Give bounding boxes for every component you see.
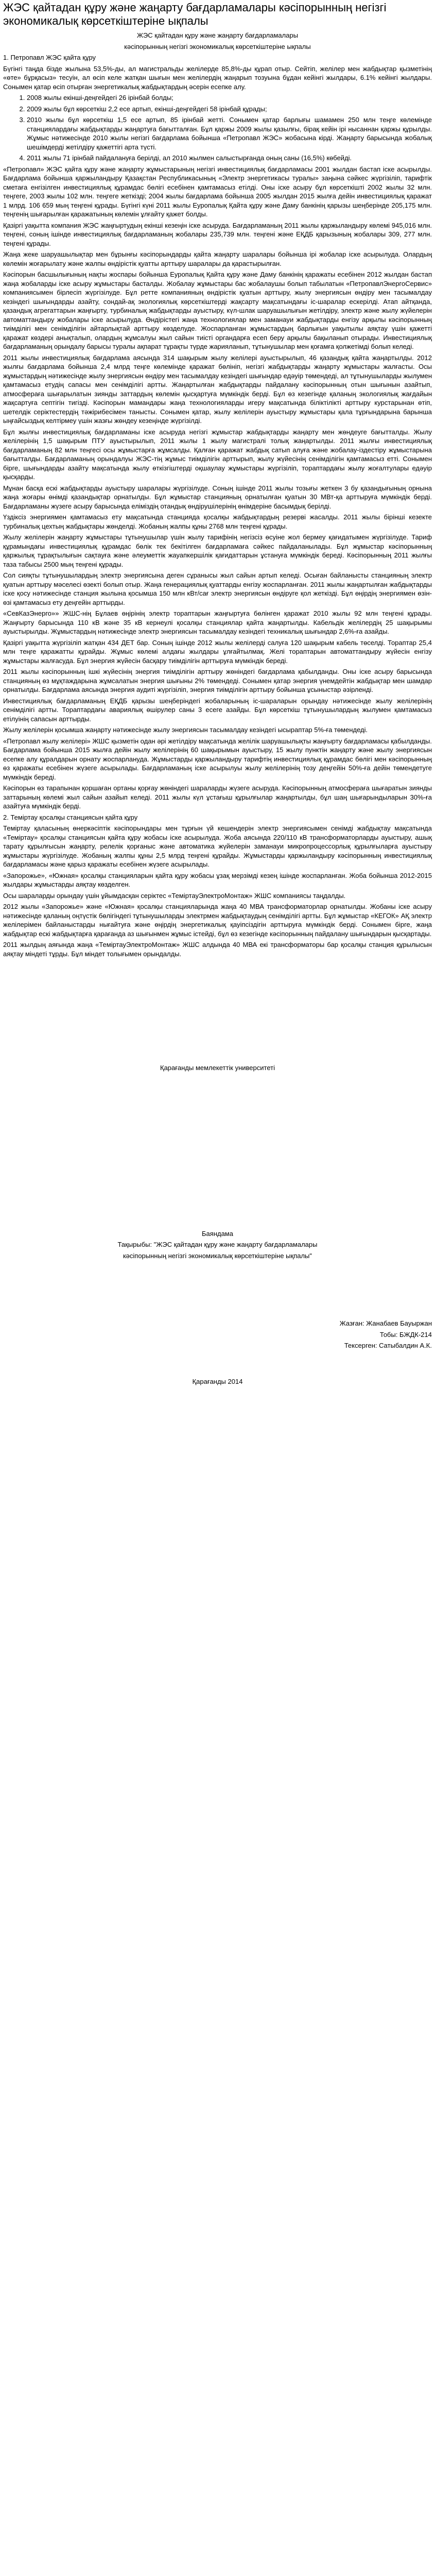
body-paragraph: Кәсіпорын басшылығының нақты жоспары бойынша Еуропалық Қайта құру және Даму банкінің қаражаты есебінен 2012 жылдан бастап жаңа жобаларды іске асыру жұмыстары басталды. Жобалау жұмыстары бас жобалаушы болып табылатын «ПетропавлЭнергоСервис» компаниясымен бірлесіп жүргізілуде. Бұл ретте компанияның өндірістік қуатын арттыру, жылу энергиясын өндіру мен тасымалдау кезіндегі шығындарды азайту, сондай-ақ экологиялық көрсеткіштерді жақсарту мақсатындағы іс-шаралар ескерілді. Атап айтқанда, қазандық агрегаттарын жаңғырту, турбиналық жабдықтарды ауыстыру, күл-шлак шаруашылығын жетілдіру, электр және жылу жүйелерін автоматтандыру жобалары іске асырылуда. Өндірістегі жаңа технологиялар мен заманауи жабдықтарды енгізу арқылы кәсіпорынның тиімділігі мен сенімділігін айтарлықтай арттыру көзделуде. Жоспарланған жұмыстардың барлығын уақытылы аяқтау үшін қажетті қаражат көздері анықталып, олардың жұмсалуы жыл сайын тиісті органдарға есеп беру арқылы бақыланып отырады. Инвестициялық бағдарламаның орындалу барысы туралы ақпарат тұрақты түрде жарияланып, тұтынушылар мен қоғамға қолжетімді болып келеді. bbox=[3, 270, 432, 350]
city-year: Қарағанды 2014 bbox=[192, 1377, 243, 1385]
body-paragraph: «СевКазЭнерго»» ЖШС-нің Бұлаев өңірінің электр тораптарын жаңғыртуға бөлінген қаражат 2010 жылы 92 млн теңгені құрады. Жаңғырту барысында 110 кВ және 35 кВ кернеулі қосалқы станциялар қайта жаңартылды. Кабельдік желілердің 25 шақырымы ауыстырылды. Жұмыстардың нәтижесінде электр энергиясын тасымалдау кезіндегі техникалық шығындар 2,6%-ға азайды. bbox=[3, 609, 432, 635]
body-paragraph: Осы шараларды орындау үшін ұйымдасқан серіктес «ТеміртауЭлектроМонтаж» ЖШС компаниясы таңдалды. bbox=[3, 891, 346, 900]
body-paragraph: Жылу желілерін жаңарту жұмыстары тұтынушылар үшін жылу тарифінің негізсіз өсуіне жол бермеу қағидатымен жүргізілуде. Тариф құрамындағы инвестициялық құрамдас бөлік тек бекітілген бағдарламаға сәйкес пайдаланылады. Бұл жұмыстар кәсіпорынның қаржылық тұрақтылығын сақтауға және әлеуметтік жауапкершілік қағидаттарын ұстануға мүмкіндік береді. Кәсіпорынның 2011 жылғы таза табысы 2500 мың теңгені құрады. bbox=[3, 533, 432, 568]
body-paragraph: 2011 жылы кәсіпорынның ішкі жүйесінің энергия тиімділігін арттыру жөніндегі бағдарлама қабылданды. Оны іске асыру барысында станцияның өз мұқтаждарына жұмсалатын энергия шығыны 2% төмендеді. Сонымен қатар энергия үнемдейтін жабдықтар мен шамдар орнатылды. Бағдарлама аясында энергия аудиті жүргізіліп, энергия тиімділігін арттыру бойынша ұсыныстар әзірленді. bbox=[3, 668, 432, 693]
intro-paragraph: Бүгінгі таңда бізде жылына 53,5%-ды, ал магистральды желілерде 85,8%-ды құрап отыр. Сейтіп, желілер мен жабдықтар қызметінің «өте» бұрқасыз» тесуін, ал өсіп келе жатқан шығын мен желілердің жаңарып тозуына бұдан кейінгі жылдары, 6.1% кейінгі жылдары. Сонымен қатар өсіп отырған энергетикалық жабдықтардың әсерін есепке алу. bbox=[3, 64, 432, 91]
document-title: ЖЭС қайтадан құру және жаңарту бағдарламалары кәсіпорынның негізгі экономикалық көрсеткіштеріне ықпалы bbox=[3, 1, 387, 27]
list-item: 1. 2008 жылы екінші-деңгейдегі 26 ірінбай болды; bbox=[27, 93, 432, 103]
body-paragraph: Кәсіпорын өз тарапынан қоршаған ортаны қорғау жөніндегі шараларды жүзеге асыруда. Кәсіпорынның атмосфераға шығаратын зиянды заттарының көлемі жыл сайын азайып келеді. 2011 жылы күл ұстағыш құрылғылар жаңартылды, бұл шаң шығарындыларын 30%-ға азайтуға мүмкіндік берді. bbox=[3, 784, 432, 810]
body-paragraph: Теміртау қаласының өнеркәсіптік кәсіпорындары мен тұрғын үй кешендерін электр энергиясымен сенімді жабдықтау мақсатында «Теміртау» қосалқы станциясын қайта құру жобасы іске асырылуда. Жоба аясында 220/110 кВ трансформаторларды ауыстыру, ашық тарату құрылғысын жаңарту, релелік қорғаныс және автоматика жүйелерін заманауи микропроцессорлық құрылғыларға ауыстыру жұмыстары жүргізілуде. Жобаның жалпы құны 2,5 млрд теңгені құрайды. Жұмыстарды қаржыландыру кәсіпорынның инвестициялық бағдарламасы және қарыз қаражаты есебінен жүзеге асырылады. bbox=[3, 824, 432, 868]
document-subtitle-line-1: ЖЭС қайтадан құру және жаңарту бағдарламалары bbox=[136, 31, 299, 39]
list-item: 4. 2011 жылы 71 ірінбай пайдалануға берілді, ал 2010 жылмен салыстырғанда оның саны (16,5%) көбейді. bbox=[27, 154, 432, 163]
body-paragraph: Мұнан басқа ескі жабдықтарды ауыстыру шаралары жүргізілуде. Соның ішінде 2011 жылы тозығы жеткен 3 бу қазандығының орнына жаңа жоғары өнімді қазандықтар орнатылды. Бұл жұмыстар станцияның орнатылған қуатын 30 МВт-қа арттыруға мүмкіндік берді. Бағдарламаны жүзеге асыру барысында еліміздің отандық өндірушілерінің өнімдеріне басымдық берілді. bbox=[3, 484, 432, 510]
body-paragraph: Қазіргі уақытта жүргізіліп жатқан 434 ДЕТ бар. Соның ішінде 2012 жылы желілерді салуға 120 шақырым кабель төселді. Тораптар 25,4 млн теңге қаражатты құрайды. Жұмыс көлемі алдағы жылдары ұлғайтылмақ. Желі тораптарын автоматтандыру жүйесін енгізу жұмыстары жалғасуда. Бұл энергия жүйесін басқару тиімділігін арттыруға мүмкіндік береді. bbox=[3, 638, 432, 665]
body-paragraph: Бұл жылғы инвестициялық бағдарламаны іске асыруда негізгі жұмыстар жабдықтарды жаңарту мен жөндеуге бағытталды. Жылу желілерінің 1,5 шақырым ПТУ ауыстырылып, 2011 жылы 1 жылу магистралі толық жаңартылды. 2011 жылғы инвестициялық бағдарламаның 82 млн теңгесі осы жұмыстарға жұмсалды. Қалған қаражат жабдық сатып алуға және жобалау-іздестіру жұмыстарына бағытталды. Бағдарламаның орындалуы ЖЭС-тің жұмыс тиімділігін арттырып, жылу жүйесінің сенімділігін қамтамасыз етті. Сонымен бірге, шығындарды азайту мақсатында жылу өткізгіштерді оқшаулау жұмыстары жүргізіліп, тораптардағы жылу жоғалтулары едәуір қысқарды. bbox=[3, 428, 432, 481]
report-topic-line-1: Тақырыбы: "ЖЭС қайтадан құру және жаңарту бағдарламалары bbox=[117, 1241, 318, 1248]
page-gap bbox=[3, 1352, 432, 1377]
list-item: 2. 2009 жылы бұл көрсеткіш 2,2 есе артып, екінші-деңгейдегі 58 ірінбай құрады; bbox=[27, 105, 432, 114]
report-label: Баяндама bbox=[202, 1229, 233, 1238]
checker-line: Тексерген: Сатыбалдин А.К. bbox=[344, 1342, 432, 1349]
page-gap bbox=[3, 960, 432, 1063]
report-topic-line-2: кәсіпорынның негізгі экономикалық көрсеткіштеріне ықпалы" bbox=[123, 1251, 312, 1260]
page-gap bbox=[3, 1075, 432, 1229]
body-paragraph: Үздіксіз энергиямен қамтамасыз ету мақсатында станцияда қосалқы жабдықтардың резерві жасалды. 2011 жылы бірінші кезекте турбиналық цехтың жабдықтары жөнделді. Жобаның жалпы құны 2768 млн теңгені құрады. bbox=[3, 513, 432, 530]
body-paragraph: «Петропавл» ЖЭС қайта құру және жаңарту жұмыстарының негізгі инвестициялық бағдарламасы 2001 жылдан бастап іске асырылды. Бағдарлама бойынша қаржыландыру Қазақстан Республикасының «Электр энергетикасы туралы» заңына сәйкес жүргізіліп, тарифтік сметаға енгізілген инвестициялық құрамдас бөлігі есебінен қамтамасыз етілді. Оны іске асыру бұл көрсеткішті 2002 жылы 32 млн. теңгеге, 2003 жылы 102 млн. теңгеге жеткізді; 2004 жылы бағдарлама бойынша 2005 жылдан 2015 жылға дейін инвестициялық қаражат 1 млрд. 106 659 мың теңгені құрады. Бүгінгі күні 2011 жылы Еуропалық Қайта құру және Даму банкінің қарызы шеңберінде 205,175 млн. теңгенің шығарылған қаражатының көлемін ұлғайту қажет болды. bbox=[3, 165, 432, 218]
list-item: 3. 2010 жылы бұл көрсеткіш 1,5 есе артып, 85 ірінбай жетті. Сонымен қатар барлығы шамамен 250 млн теңге көлемінде станциялардағы жабдықтарды жаңартуға бағытталған. Бұл қаржы 2009 жылы қазылғы, бірақ кейін ірі нысаннан қаржы құрылды. Жұмыс нәтижесінде 2010 жылы негізгі бағдарлама бойынша «Петропавл ЖЭС» жобасына кірді. Жаңарту барысында жобалық шешімдерді жетілдіру қажеттігі арта түсті. bbox=[27, 115, 432, 151]
group-line: Тобы: БЖДК-214 bbox=[379, 1330, 432, 1338]
body-paragraph: Жылу желілерін қосымша жаңарту нәтижесінде жылу энергиясын тасымалдау кезіндегі ысыраптар 5%-ға төмендеді. bbox=[3, 726, 368, 734]
body-paragraph: Қазіргі уақытта компания ЖЭС жаңғыртудың екінші кезеңін іске асыруда. Бағдарламаның 2011 жылы қаржыландыру көлемі 945,016 млн. теңгені, соның ішінде инвестициялық бағдарламаның жобалары 235,739 млн. теңгені және ЕҚДБ қарызының жобалары 309, 277 млн. теңгені құрады. bbox=[3, 221, 432, 247]
body-paragraph: Жаңа жеке шаруашылықтар мен бұрынғы кәсіпорындарды қайта жаңарту шаралары бойынша ірі жобалар іске асырылуда. Олардың көлемін жоғарылату және жалпы өндірістік қуатты арттыру шаралары да қарастырылған. bbox=[3, 250, 432, 267]
body-paragraph: 2011 жылы инвестициялық бағдарлама аясында 314 шақырым жылу желілері ауыстырылып, 46 қазандық қайта жаңартылды. 2012 жылғы бағдарлама бойынша 2,4 млрд теңге көлемінде қаражат бөлініп, негізгі жабдықтарды жаңарту жұмыстары жалғасты. Осы жұмыстардың нәтижесінде жылу энергиясын өндіру мен тасымалдау кезіндегі шығындар едәуір төмендеді, ал тұтынушыларды жылумен қамтамасыз етудің сапасы мен сенімділігі артты. Жаңартылған жабдықтарды пайдалану кәсіпорынның отын шығынын азайтып, атмосфераға шығарылатын зиянды заттардың көлемін қысқартуға мүмкіндік берді. Бұл өз кезегінде қаланың экологиялық жағдайын жақсартуға септігін тигізді. Кәсіпорын мамандары жаңа технологияларды игеру мақсатында біліктілікті арттыру курстарынан өтіп, шетелдік серіктестердің тәжірибесімен танысты. Сонымен қатар, жылу желілерін ауыстыру жұмыстары қала тұрғындарына барынша ыңғайсыздық келтірмеу үшін жазғы жөндеу кезеңінде жүргізілді. bbox=[3, 353, 432, 425]
body-paragraph: 2012 жылы «Запорожье» және «Южная» қосалқы станцияларында жаңа 40 МВА трансформаторлар орнатылды. Жобаны іске асыру нәтижесінде қаланың оңтүстік бөлігіндегі тұтынушыларды электрмен жабдықтаудың сенімділігі артты. Бұл жұмыстар «КЕГОК» АҚ электр желілерімен байланыстарды нығайтуға және өңірдің энергетикалық қауіпсіздігін арттыруға мүмкіндік берді. Сонымен бірге, жаңа жабдықтар ескі жабдықтарға қарағанда аз шығынмен жұмыс істейді, бұл өз кезегінде кәсіпорынның пайдалану шығындарын қысқартады. bbox=[3, 903, 432, 938]
section-heading-1: 1. Петропавл ЖЭС қайта құру bbox=[3, 54, 96, 61]
document-subtitle-line-2: кәсіпорынның негізгі экономикалық көрсеткіштеріне ықпалы bbox=[124, 42, 311, 50]
statistics-list bbox=[3, 93, 432, 163]
author-line: Жазған: Жанабаев Бауыржан bbox=[339, 1319, 432, 1327]
body-paragraph: 2011 жылдың аяғында жаңа «ТеміртауЭлектроМонтаж» ЖШС алдында 40 МВА екі трансформаторы бар қосалқы станция құрылысын аяқтау міндеті тұрды. Бұл міндет толығымен орындалды. bbox=[3, 941, 432, 958]
body-paragraph: Сол сияқты тұтынушылардың электр энергиясына деген сұранысы жыл сайын артып келеді. Осыған байланысты станцияның электр қуатын арттыру мәселесі өзекті болып отыр. Жаңа генерациялық қуаттарды енгізу жоспарланған. 2011 жылы жаңартылған жабдықтарды іске қосу нәтижесінде станция жылына қосымша 150 млн кВт/сағ электр энергиясын өндіруге қол жеткізді. Бұл өңірдің энергиямен өзін-өзі қамтамасыз ету деңгейін арттырды. bbox=[3, 571, 432, 606]
page-gap bbox=[3, 1262, 432, 1319]
section-heading-2: 2. Теміртау қосалқы станциясын қайта құру bbox=[3, 813, 138, 821]
body-paragraph: Инвестициялық бағдарламаның ЕҚДБ қарызы шеңберіндегі жобаларының іс-шараларын орындау нәтижесінде жылу желілерінің сенімділігі артты. Тораптардағы авариялық өшірулер саны 3 есеге азайды. Бұл көрсеткіш тұтынушылардың жылумен қамтамасыз етілуінің сапасын арттырды. bbox=[3, 697, 432, 723]
document-page bbox=[0, 1, 436, 1398]
body-paragraph: «Петропавл жылу желілері» ЖШС қызметін одан әрі жетілдіру мақсатында желілік шаруашылықты жаңғырту бағдарламасы қабылданды. Бағдарлама бойынша 2015 жылға дейін жылу желілерінің 60 шақырымын ауыстыру, 15 жылу пунктін жаңарту және жылу энергиясын есепке алу құралдарын орнату жоспарлануда. Жұмыстарды қаржыландыру тарифтің инвестициялық құрамдас бөлігі мен кәсіпорынның өз қаражаты есебінен жүзеге асырылады. Бағдарламаның іске асырылуы жылу желілерінің тозу деңгейін 50%-ға дейін төмендетуге мүмкіндік береді. bbox=[3, 737, 432, 781]
body-paragraph: «Запорожье», «Южная» қосалқы станцияларын қайта құру жобасы ұзақ мерзімді кезең ішінде жоспарланған. Жоба бойынша 2012-2015 жылдары жұмыстарды аяқтау көзделген. bbox=[3, 871, 432, 888]
university-name: Қарағанды мемлекеттік университеті bbox=[160, 1064, 275, 1072]
